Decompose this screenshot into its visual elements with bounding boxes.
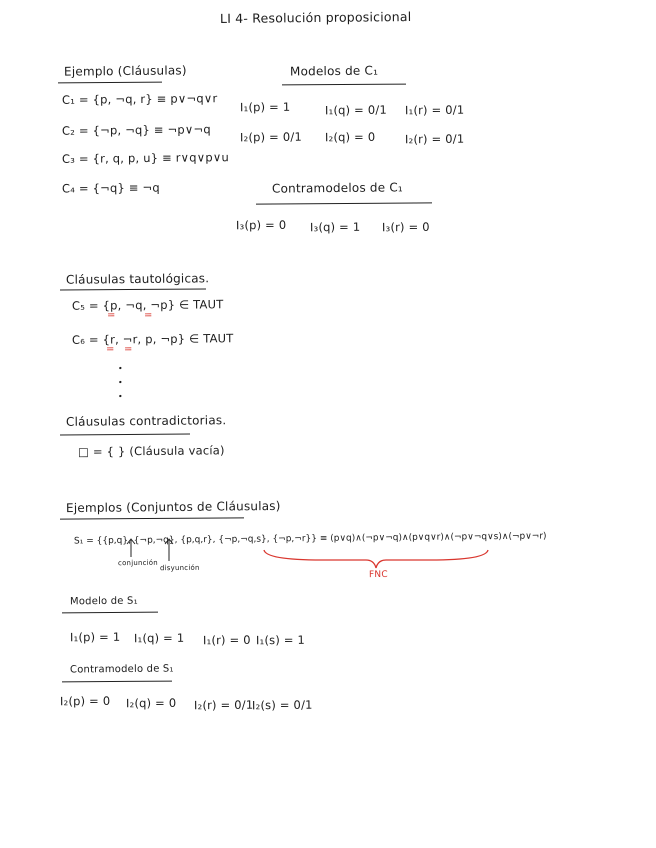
models-heading: Modelos de C₁ (289, 63, 379, 79)
conjunction-arrow (125, 538, 137, 558)
model-s1-value: I₁(r) = 0 (202, 632, 251, 648)
sets-heading: Ejemplos (Conjuntos de Cláusulas) (65, 498, 281, 516)
model-value: I₁(r) = 0/1 (404, 102, 465, 118)
conjunction-annotation: conjunción (117, 558, 158, 568)
ellipsis-dot: • (117, 363, 123, 374)
model-s1-value: I₁(p) = 1 (69, 629, 121, 645)
disjunction-arrow (163, 538, 175, 562)
empty-clause: □ = { } (Cláusula vacía) (77, 443, 225, 459)
page-title: LI 4- Resolución proposicional (219, 8, 412, 27)
ellipsis-dot: • (117, 391, 123, 402)
fnc-label: FNC (368, 569, 388, 581)
model-s1-value: I₁(q) = 1 (133, 630, 185, 646)
clause-mark: = (106, 309, 116, 322)
countermodel-value: I₃(p) = 0 (235, 217, 287, 233)
model-s1-value: I₁(s) = 1 (255, 632, 306, 648)
clause-line: C₃ = {r, q, p, u} ≡ r∨q∨p∨u (61, 150, 230, 166)
clause-line: C₂ = {¬p, ¬q} ≡ ¬p∨¬q (61, 122, 211, 138)
clause-mark: = (123, 343, 133, 356)
models-underline (282, 84, 406, 86)
countermodels-s1-heading: Contramodelo de S₁ (69, 663, 174, 676)
countermodels-s1-underline (62, 681, 172, 683)
model-value: I₁(p) = 1 (239, 99, 291, 115)
clause-line: C₁ = {p, ¬q, r} ≡ p∨¬q∨r (61, 91, 218, 107)
sets-underline (60, 517, 244, 519)
countermodels-underline (256, 202, 432, 204)
fnc-brace (262, 548, 490, 570)
tautological-clause: C₅ = {p, ¬q, ¬p} ∈ TAUT (71, 297, 224, 313)
tautological-underline (60, 288, 206, 290)
ellipsis-dot: • (117, 377, 123, 388)
model-value: I₂(q) = 0 (324, 129, 376, 145)
countermodel-value: I₃(q) = 1 (309, 219, 361, 235)
clause-set: S₁ = {{p,q}, {¬p,¬q}, {p,q,r}, {¬p,¬q,s}, {¬p,¬r}} ≡ (p∨q)∧(¬p∨¬q)∧(p∨q∨r)∧(¬p∨¬q∨s)∧(¬p∨¬r) (73, 531, 547, 547)
contradictory-underline (60, 434, 190, 436)
clause-mark: = (105, 343, 115, 356)
model-value: I₂(p) = 0/1 (239, 129, 303, 145)
countermodel-s1-value: I₂(r) = 0/1 (193, 697, 254, 713)
tautological-heading: Cláusulas tautológicas. (65, 271, 210, 287)
countermodel-value: I₃(r) = 0 (381, 219, 430, 235)
contradictory-heading: Cláusulas contradictorias. (65, 413, 227, 429)
countermodel-s1-value: I₂(s) = 0/1 (251, 697, 313, 713)
clause-mark: = (143, 309, 153, 322)
model-value: I₂(r) = 0/1 (404, 131, 465, 147)
clauses-example-heading: Ejemplo (Cláusulas) (63, 63, 187, 79)
tautological-clause: C₆ = {r, ¬r, p, ¬p} ∈ TAUT (71, 331, 234, 347)
model-value: I₁(q) = 0/1 (324, 102, 388, 118)
clauses-example-underline (58, 82, 162, 84)
disjunction-annotation: disyunción (159, 563, 200, 573)
models-s1-underline (62, 612, 158, 614)
countermodel-s1-value: I₂(q) = 0 (125, 695, 177, 711)
countermodels-heading: Contramodelos de C₁ (271, 180, 403, 196)
countermodel-s1-value: I₂(p) = 0 (59, 693, 111, 709)
clause-line: C₄ = {¬q} ≡ ¬q (61, 180, 160, 196)
models-s1-heading: Modelo de S₁ (69, 595, 138, 608)
